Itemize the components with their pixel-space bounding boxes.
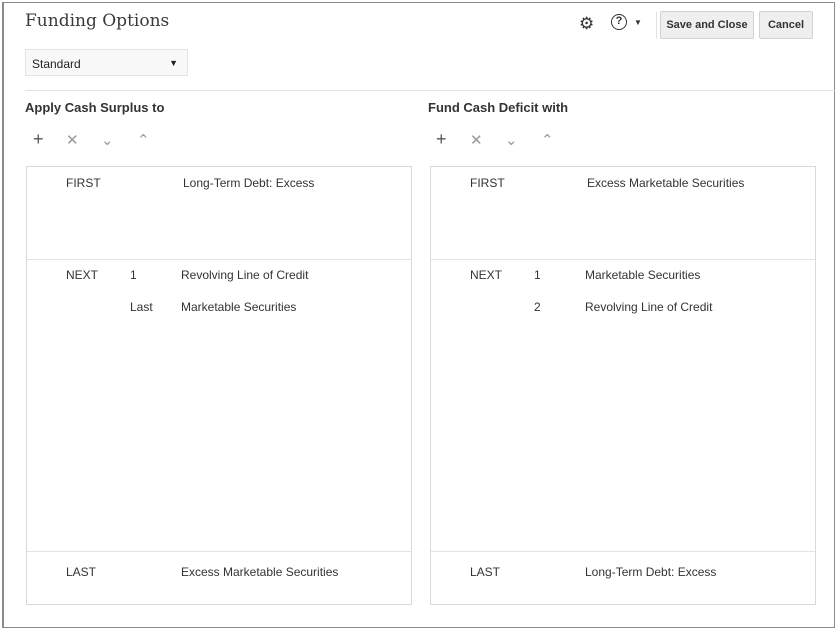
- move-up-icon[interactable]: ⌃: [541, 132, 554, 149]
- add-icon[interactable]: +: [33, 129, 44, 149]
- gear-icon[interactable]: ⚙: [579, 14, 595, 33]
- remove-icon[interactable]: ✕: [470, 132, 483, 149]
- order: 2: [534, 300, 541, 314]
- remove-icon[interactable]: ✕: [66, 132, 79, 149]
- help-menu-caret-icon[interactable]: ▼: [634, 18, 642, 27]
- list-item[interactable]: Long-Term Debt: Excess: [585, 565, 717, 579]
- list-item[interactable]: Long-Term Debt: Excess: [183, 176, 315, 190]
- deficit-panel: [430, 166, 816, 605]
- move-down-icon[interactable]: ⌄: [101, 132, 114, 149]
- divider: [27, 259, 411, 260]
- list-item[interactable]: Revolving Line of Credit: [585, 300, 713, 314]
- toolbar-separator: [656, 12, 657, 39]
- divider: [25, 90, 835, 91]
- page-title: Funding Options: [25, 11, 170, 31]
- surplus-panel: [26, 166, 412, 605]
- divider: [27, 551, 411, 552]
- list-item[interactable]: Marketable Securities: [181, 300, 297, 314]
- add-icon[interactable]: +: [436, 129, 447, 149]
- last-label: LAST: [470, 565, 501, 579]
- list-item[interactable]: Revolving Line of Credit: [181, 268, 309, 282]
- divider: [431, 259, 815, 260]
- chevron-down-icon: ▼: [169, 58, 178, 68]
- order: Last: [130, 300, 153, 314]
- cancel-button[interactable]: Cancel: [759, 11, 813, 39]
- next-label: NEXT: [470, 268, 503, 282]
- last-label: LAST: [66, 565, 97, 579]
- order: 1: [130, 268, 137, 282]
- select-value: Standard: [32, 57, 81, 71]
- list-item[interactable]: Marketable Securities: [585, 268, 701, 282]
- move-down-icon[interactable]: ⌄: [505, 132, 518, 149]
- list-item[interactable]: Excess Marketable Securities: [181, 565, 339, 579]
- first-label: FIRST: [66, 176, 101, 190]
- move-up-icon[interactable]: ⌃: [137, 132, 150, 149]
- next-label: NEXT: [66, 268, 99, 282]
- list-item[interactable]: Excess Marketable Securities: [587, 176, 745, 190]
- surplus-heading: Apply Cash Surplus to: [25, 100, 165, 115]
- help-icon[interactable]: ?: [611, 14, 627, 30]
- save-and-close-button[interactable]: Save and Close: [660, 11, 754, 39]
- first-label: FIRST: [470, 176, 505, 190]
- deficit-heading: Fund Cash Deficit with: [428, 100, 569, 115]
- scenario-select[interactable]: [25, 49, 188, 76]
- divider: [431, 551, 815, 552]
- order: 1: [534, 268, 541, 282]
